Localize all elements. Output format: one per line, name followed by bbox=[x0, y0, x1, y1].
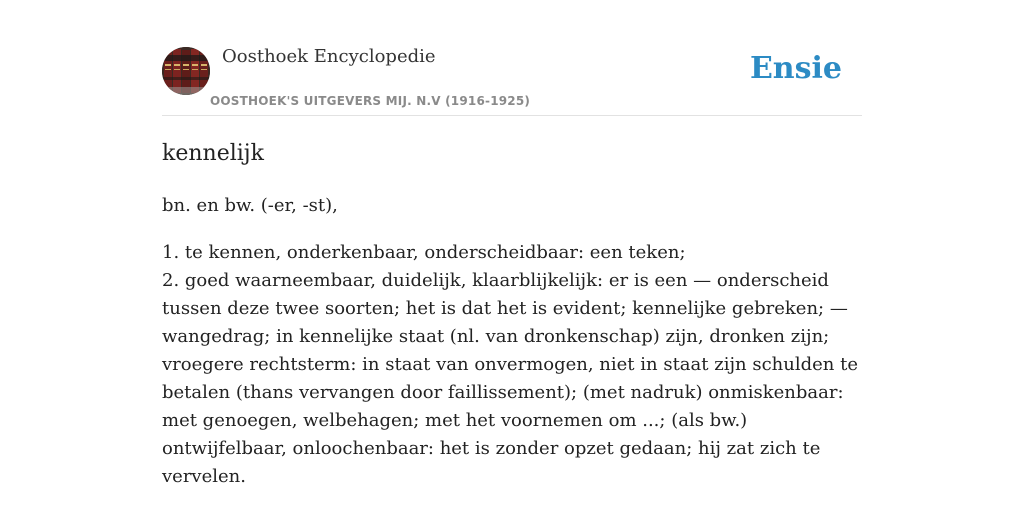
definition-text bbox=[162, 239, 868, 491]
entry-title: kennelijk bbox=[162, 141, 264, 166]
entry-card bbox=[162, 0, 862, 512]
brand-logo-link[interactable]: Ensie bbox=[749, 51, 842, 86]
grammar-info: bn. en bw. (-er, -st), bbox=[162, 195, 338, 216]
definition-item: 1. te kennen, onderkenbaar, onderscheidbaar: een teken; bbox=[162, 242, 686, 263]
site-title[interactable]: Oosthoek Encyclopedie bbox=[222, 46, 436, 67]
definition-item: 2. goed waarneembaar, duidelijk, klaarblijkelijk: er is een — onderscheid tussen deze twee soorten; het is dat het is evident; kennelijke gebreken; — wangedrag; in kennelijke staat (nl. van dronkenschap) zijn, dronken zijn; vroegere rechtsterm: in staat van onvermogen, niet in staat zijn schulden te betalen (thans vervangen door faillissement); (met nadruk) onmiskenbaar: met genoegen, welbehagen; met het voornemen om ...; (als bw.) ontwijfelbaar, onloochenbaar: het is zonder opzet gedaan; hij zat zich te vervelen. bbox=[162, 270, 858, 487]
site-subtitle: OOSTHOEK'S UITGEVERS MIJ. N.V (1916-1925) bbox=[210, 94, 531, 108]
book-spines-icon[interactable] bbox=[162, 47, 210, 95]
header bbox=[162, 0, 862, 116]
